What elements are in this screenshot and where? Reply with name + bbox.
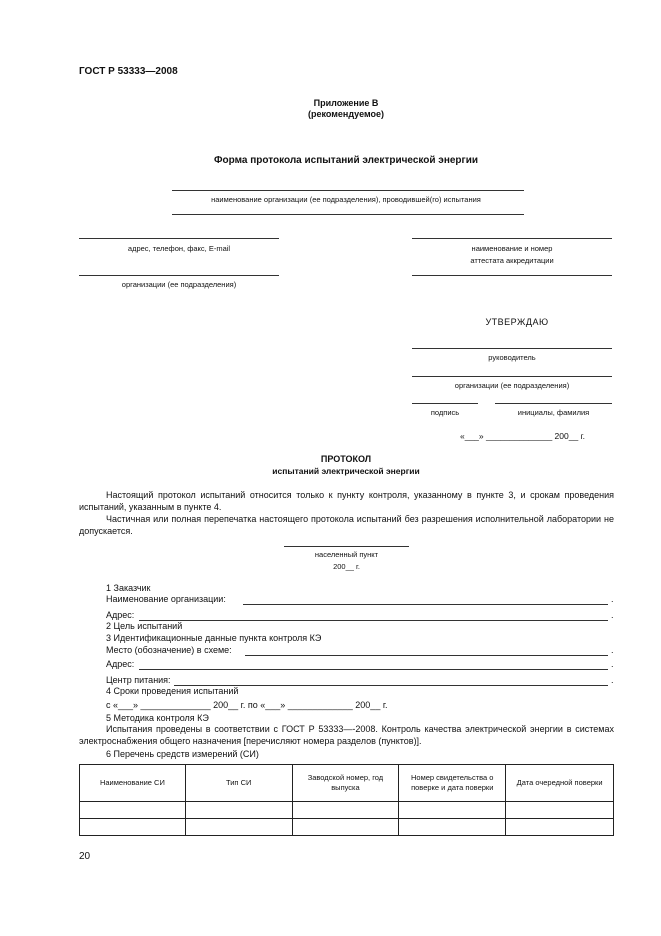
protocol-subtitle: испытаний электрической энергии: [272, 466, 420, 476]
paragraph-reprint: Частичная или полная перепечатка настоящего протокола испытаний без разрешения исполнительной лаборатории не допускается.: [79, 514, 614, 536]
accreditation-line: [412, 238, 612, 239]
table-cell[interactable]: [80, 802, 186, 819]
signature-caption: подпись: [430, 408, 460, 417]
table-header-cell: Заводской номер, год выпуска: [292, 765, 399, 802]
form-title: Форма протокола испытаний электрической энергии: [213, 155, 478, 166]
instruments-table: [79, 764, 614, 836]
org-name-caption: наименование организации (ее подразделения), проводившей(го) испытания: [211, 195, 481, 204]
test-dates: с «___» ______________ 200__ г. по «___» _____________ 200__ г.: [106, 700, 388, 710]
table-row: [80, 819, 614, 836]
place-caption: населенный пункт: [314, 550, 379, 559]
approval-head-line: [412, 348, 612, 349]
table-cell[interactable]: [399, 819, 506, 836]
org-name-label: Наименование организации:: [106, 594, 226, 604]
appendix-title: Приложение В: [313, 98, 379, 108]
address-label: Адрес:: [106, 610, 135, 620]
table-cell[interactable]: [506, 802, 614, 819]
table-header-cell: Тип СИ: [185, 765, 292, 802]
paragraph-scope: Настоящий протокол испытаний относится только к пункту контроля, указанному в пункте 3, и срокам проведения испытаний, указанным в пункте 4.: [79, 490, 614, 512]
place-in-scheme-label: Место (обозначение) в схеме:: [106, 645, 232, 655]
table-header-cell: Номер свидетельства о поверке и дата поверки: [399, 765, 506, 802]
address-field[interactable]: [139, 620, 608, 621]
power-center-field[interactable]: [174, 685, 608, 686]
standard-id: ГОСТ Р 53333—2008: [79, 66, 178, 77]
org-sub-line: [79, 275, 279, 276]
table-cell[interactable]: [292, 802, 399, 819]
approval-title: УТВЕРЖДАЮ: [485, 317, 549, 327]
table-header-cell: Наименование СИ: [80, 765, 186, 802]
accreditation-caption-1: наименование и номер: [471, 244, 553, 253]
table-cell[interactable]: [185, 802, 292, 819]
approval-head-caption: руководитель: [488, 353, 536, 362]
table-header-row: [80, 765, 614, 802]
accreditation-line-2: [412, 275, 612, 276]
initials-caption: инициалы, фамилия: [517, 408, 590, 417]
accreditation-caption-2: аттестата аккредитации: [470, 256, 554, 265]
signature-line: [412, 403, 478, 404]
address-line: [79, 238, 279, 239]
table-cell[interactable]: [506, 819, 614, 836]
address-field-2[interactable]: [139, 669, 608, 670]
place-in-scheme-field[interactable]: [245, 655, 608, 656]
section-5-heading: 5 Методика контроля КЭ: [106, 713, 209, 723]
approval-org-caption: организации (ее подразделения): [454, 381, 570, 390]
table-cell[interactable]: [185, 819, 292, 836]
place-line: [284, 546, 409, 547]
org-name-line: [172, 190, 524, 191]
org-name-line-2: [172, 214, 524, 215]
table-cell[interactable]: [399, 802, 506, 819]
table-row: [80, 802, 614, 819]
approval-date: «___» ______________ 200__ г.: [460, 431, 585, 441]
approval-org-line: [412, 376, 612, 377]
section-1-heading: 1 Заказчик: [106, 583, 151, 593]
address-caption: адрес, телефон, факс, E-mail: [127, 244, 231, 253]
section-6-heading: 6 Перечень средств измерений (СИ): [106, 749, 259, 759]
section-5-text: Испытания проведены в соответствии с ГОСТ Р 53333—-2008. Контроль качества электрической энергии в системах электроснабжения общего назначения [перечисляют номера разделов (пунктов)].: [79, 724, 614, 746]
table-header-cell: Дата очередной поверки: [506, 765, 614, 802]
initials-line: [495, 403, 612, 404]
power-center-label: Центр питания:: [106, 675, 171, 685]
section-4-heading: 4 Сроки проведения испытаний: [106, 686, 239, 696]
protocol-title: ПРОТОКОЛ: [320, 454, 372, 464]
table-cell[interactable]: [292, 819, 399, 836]
page-number: 20: [79, 851, 91, 862]
place-year: 200__ г.: [333, 562, 360, 571]
section-2-heading: 2 Цель испытаний: [106, 621, 183, 631]
address-label-2: Адрес:: [106, 659, 135, 669]
section-3-heading: 3 Идентификационные данные пункта контроля КЭ: [106, 633, 322, 643]
appendix-note: (рекомендуемое): [308, 109, 384, 119]
org-name-field[interactable]: [243, 604, 608, 605]
org-sub-caption: организации (ее подразделения): [121, 280, 237, 289]
table-cell[interactable]: [80, 819, 186, 836]
